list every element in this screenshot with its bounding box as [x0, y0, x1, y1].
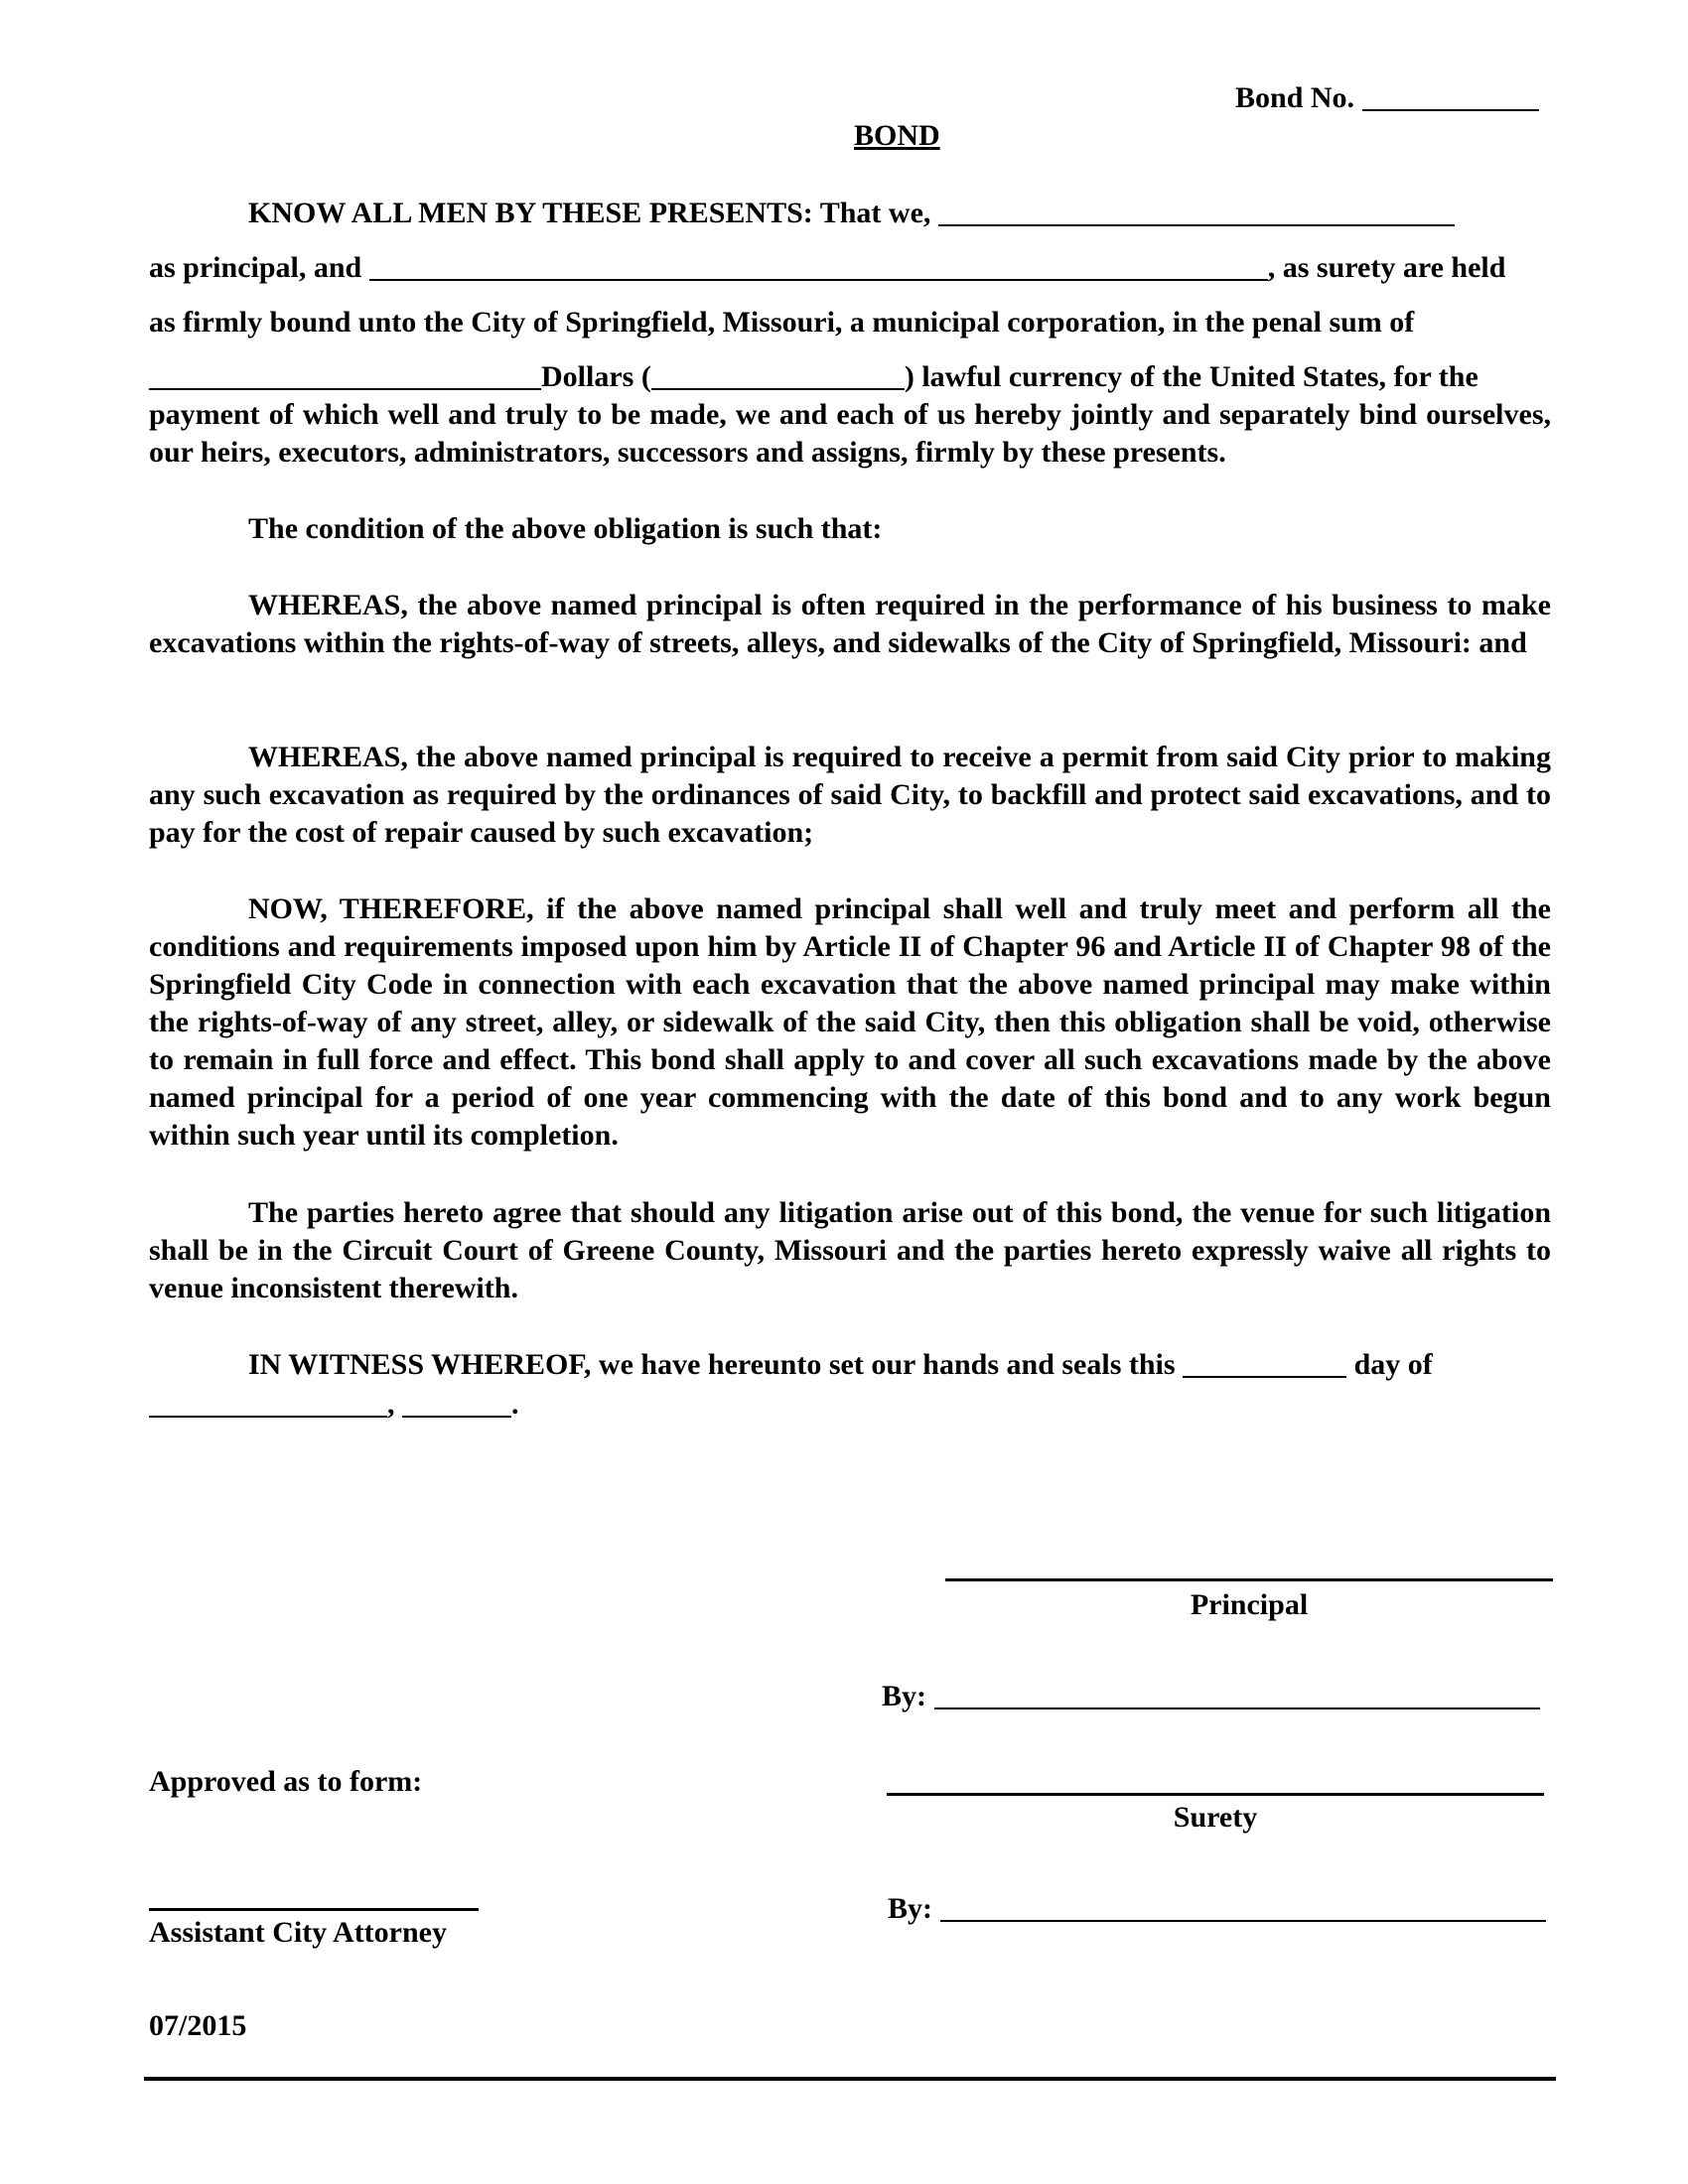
approved-as-to-form: Approved as to form:	[149, 1765, 423, 1798]
surety-label: Surety	[1173, 1801, 1258, 1834]
date-line	[149, 1386, 519, 1424]
surety-by-field[interactable]	[940, 1890, 1546, 1922]
footer-rule	[144, 2077, 1556, 2081]
intro-line-1	[248, 195, 1455, 232]
principal-by-field[interactable]	[934, 1678, 1540, 1709]
date-period: .	[511, 1388, 519, 1421]
dollars-rest: ) lawful currency of the United States, for the	[904, 360, 1478, 393]
principal-signature-line[interactable]	[945, 1578, 1553, 1581]
surety-by-label: By:	[888, 1892, 932, 1925]
form-date: 07/2015	[149, 2009, 247, 2042]
document-title: BOND	[854, 119, 940, 152]
intro-continuation: payment of which well and truly to be made, we and each of us hereby jointly and separately bind ourselves, our heirs, executors, administrators, successors and assigns, firmly by these presents.	[149, 398, 1551, 469]
principal-by-line	[882, 1678, 1540, 1715]
condition-statement: The condition of the above obligation is such that:	[248, 512, 883, 545]
principal-label: Principal	[1190, 1588, 1309, 1621]
principal-by-label: By:	[882, 1680, 926, 1712]
witness-text: IN WITNESS WHEREOF, we have hereunto set our hands and seals this	[248, 1348, 1176, 1381]
whereas-paragraph-1: WHEREAS, the above named principal is often required in the performance of his business to make excavations within the rights-of-way of streets, alleys, and sidewalks of the City of Springfield, Missouri: and	[149, 589, 1551, 659]
date-comma: ,	[387, 1388, 395, 1421]
surety-name-field[interactable]	[369, 249, 1268, 281]
dollars-line	[149, 358, 1478, 396]
surety-by-line	[888, 1890, 1546, 1928]
bond-number-line	[1235, 79, 1539, 117]
surety-label: , as surety are held	[1267, 251, 1506, 284]
attorney-label: Assistant City Attorney	[149, 1916, 447, 1949]
witness-line	[248, 1346, 1433, 1384]
intro-text: KNOW ALL MEN BY THESE PRESENTS: That we,	[248, 197, 931, 229]
surety-signature-line[interactable]	[887, 1793, 1544, 1796]
whereas-paragraph-2: WHEREAS, the above named principal is required to receive a permit from said City prior to making any such excavation as required by the ordinances of said City, to backfill and protect said excavations, and to pay for the cost of repair caused by such excavation;	[149, 741, 1551, 849]
venue-paragraph: The parties hereto agree that should any litigation arise out of this bond, the venue for such litigation shall be in the Circuit Court of Greene County, Missouri and the parties hereto expressly waive all rights to venue inconsistent therewith.	[149, 1196, 1551, 1304]
year-field[interactable]	[402, 1386, 511, 1418]
day-field[interactable]	[1183, 1346, 1346, 1378]
dollars-label: Dollars (	[541, 360, 651, 393]
month-field[interactable]	[149, 1386, 387, 1418]
penal-sum-amount-field[interactable]	[651, 358, 905, 390]
intro-line-3: as firmly bound unto the City of Springfield, Missouri, a municipal corporation, in the penal sum of	[149, 306, 1415, 339]
attorney-signature-line[interactable]	[149, 1908, 479, 1911]
now-therefore-paragraph: NOW, THEREFORE, if the above named principal shall well and truly meet and perform all the conditions and requirements imposed upon him by Article II of Chapter 96 and Article II of Chapter 98 of the Springfield City Code in connection with each excavation that the above named principal may make within the rights-of-way of any street, alley, or sidewalk of the said City, then this obligation shall be void, otherwise to remain in full force and effect. This bond shall apply to and cover all such excavations made by the above named principal for a period of one year commencing with the date of this bond and to any work begun within such year until its completion.	[149, 892, 1551, 1152]
bond-number-label: Bond No.	[1235, 81, 1355, 114]
intro-line-2	[149, 249, 1505, 287]
bond-number-field[interactable]	[1362, 79, 1539, 111]
principal-name-field[interactable]	[938, 195, 1455, 226]
penal-sum-words-field[interactable]	[149, 358, 541, 390]
day-of-label: day of	[1353, 1348, 1433, 1381]
principal-label: as principal, and	[149, 251, 362, 284]
